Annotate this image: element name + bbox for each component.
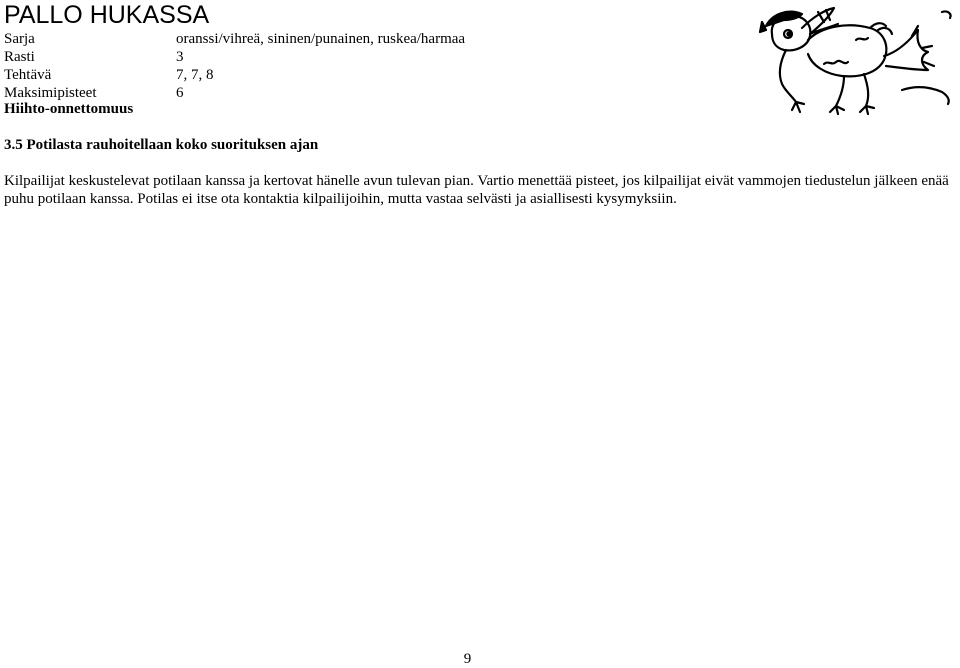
meta-label: Tehtävä bbox=[4, 67, 52, 83]
section-heading: 3.5 Potilasta rauhoitellaan koko suorituksen ajan bbox=[4, 137, 319, 153]
meta-value: 6 bbox=[176, 85, 184, 101]
meta-value: 7, 7, 8 bbox=[176, 67, 214, 83]
meta-label: Rasti bbox=[4, 49, 35, 65]
page-title: PALLO HUKASSA bbox=[4, 1, 210, 29]
category-label: Hiihto-onnettomuus bbox=[4, 101, 134, 117]
page-number: 9 bbox=[463, 651, 472, 667]
meta-value: 3 bbox=[176, 49, 184, 65]
body-paragraph: Kilpailijat keskustelevat potilaan kanssa ja kertovat hänelle avun tulevan pian. Vartio menettää pisteet, jos kilpailijat eivät vammojen tiedustelun jälkeen enää puhu potilaan kanssa. Potilas ei itse ota kontaktia kilpailijoihin, mutta vastaa selvästi ja asiallisesti kysymyksiin. bbox=[4, 173, 949, 207]
meta-label: Sarja bbox=[4, 31, 35, 47]
meta-row-rasti bbox=[4, 48, 184, 66]
meta-value: oranssi/vihreä, sininen/punainen, ruskea/harmaa bbox=[176, 31, 466, 47]
meta-row-sarja bbox=[4, 30, 465, 48]
meta-row-tehtava bbox=[4, 66, 214, 84]
cartoon-bird-mascot-icon bbox=[752, 0, 958, 122]
meta-label: Maksimipisteet bbox=[4, 85, 97, 101]
